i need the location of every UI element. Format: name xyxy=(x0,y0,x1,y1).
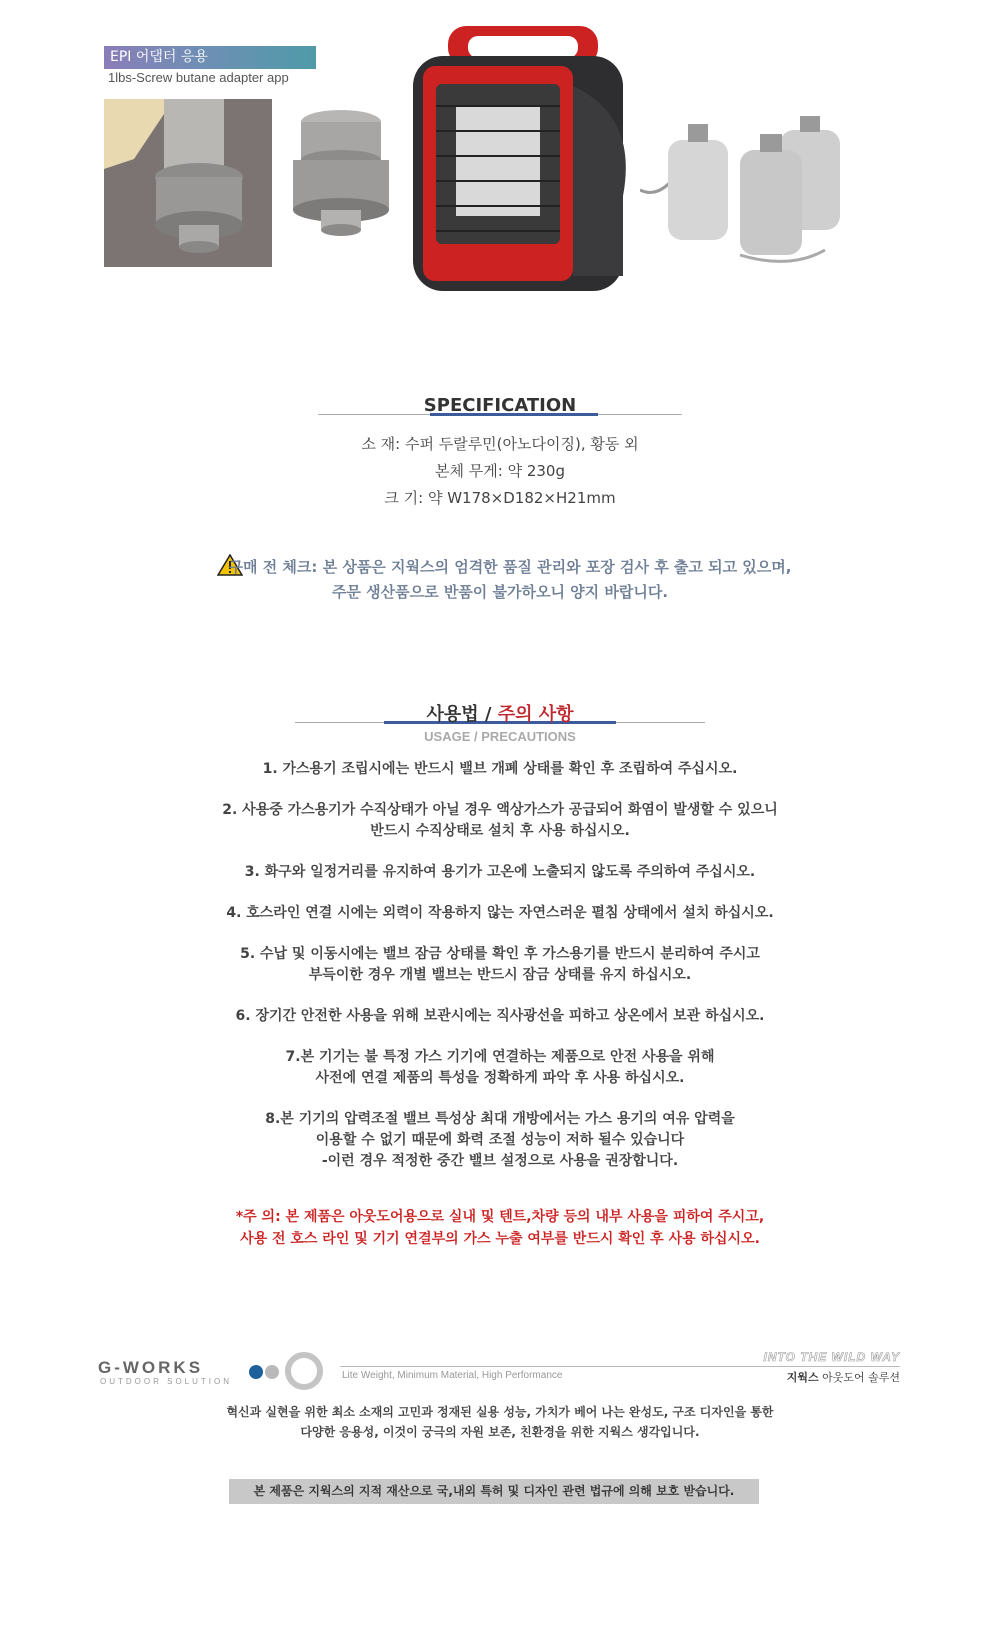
portable-heater-image xyxy=(408,26,668,291)
brand-korean xyxy=(787,1369,900,1385)
adapter-subtitle: 1lbs-Screw butane adapter app xyxy=(108,70,289,85)
epi-adapter-badge: EPI 어댑터 응용 xyxy=(104,46,316,69)
spec-material: 소 재: 수퍼 두랄루민(아노다이징), 황동 외 xyxy=(361,435,639,453)
spec-size: 크 기: 약 W178×D182×H21mm xyxy=(384,489,616,507)
gas-canisters-image xyxy=(640,110,890,270)
brand-descriptor: 아웃도어 솔루션 xyxy=(818,1371,900,1384)
spec-title: SPECIFICATION xyxy=(423,395,577,416)
footer-rule xyxy=(340,1366,900,1367)
usage-title-precautions: 주의 사항 xyxy=(497,704,574,725)
adapter-closeup-photo xyxy=(104,99,272,267)
usage-subtitle: USAGE / PRECAUTIONS xyxy=(424,729,576,744)
logo-dots-icon xyxy=(248,1352,328,1390)
usage-item-5: 5. 수납 및 이동시에는 밸브 잠금 상태를 확인 후 가스용기를 반드시 분리하여 주시고 부득이한 경우 개별 밸브는 반드시 잠금 상태를 유지 하십시오. xyxy=(240,946,760,983)
into-the-wild-way: INTO THE WILD WAY xyxy=(763,1350,900,1364)
brand-name: 지웍스 xyxy=(786,1371,819,1384)
usage-item-2: 2. 사용중 가스용기가 수직상태가 아닐 경우 액상가스가 공급되어 화염이 발생할 수 있으니 반드시 수직상태로 설치 후 사용 하십시오. xyxy=(222,802,778,839)
purchase-notice-line2: 주문 생산품으로 반품이 불가하오니 양지 바랍니다. xyxy=(331,583,669,601)
purchase-notice-line1: 구매 전 체크: 본 상품은 지웍스의 엄격한 품질 관리와 포장 검사 후 출고 되고 있으며, xyxy=(228,558,792,576)
usage-item-7: 7.본 기기는 불 특정 가스 기기에 연결하는 제품으로 안전 사용을 위해 사전에 연결 제품의 특성을 정확하게 파악 후 사용 하십시오. xyxy=(285,1049,715,1086)
screw-adapter-image xyxy=(285,108,397,238)
brand-philosophy: 혁신과 실현을 위한 최소 소재의 고민과 정재된 실용 성능, 가치가 베어 나는 완성도, 구조 디자인을 통한 다양한 응용성, 이것이 궁극의 자원 보존, 친환경을 위한 지웍스 생각입니다. xyxy=(226,1405,774,1439)
usage-title xyxy=(0,700,1000,726)
brand-tagline: Lite Weight, Minimum Material, High Performance xyxy=(342,1370,563,1381)
usage-item-1: 1. 가스용기 조립시에는 반드시 밸브 개폐 상태를 확인 후 조립하여 주십시오. xyxy=(262,761,738,777)
spec-weight: 본체 무게: 약 230g xyxy=(435,462,565,480)
gworks-logo: G-WORKS xyxy=(98,1358,204,1377)
usage-item-3: 3. 화구와 일정거리를 유지하여 용기가 고온에 노출되지 않도록 주의하여 주십시오. xyxy=(244,864,756,880)
gworks-logo-sub: OUTDOOR SOLUTION xyxy=(100,1377,233,1386)
usage-title-main: 사용법 / xyxy=(426,704,498,725)
usage-item-6: 6. 장기간 안전한 사용을 위해 보관시에는 직사광선을 피하고 상온에서 보관 하십시오. xyxy=(235,1008,765,1024)
indoor-use-caution: *주 의: 본 제품은 아웃도어용으로 실내 및 텐트,차량 등의 내부 사용을 피하여 주시고, 사용 전 호스 라인 및 기기 연결부의 가스 누출 여부를 반드시 확인 후 사용 하십시오. xyxy=(235,1209,765,1247)
usage-item-4: 4. 호스라인 연결 시에는 외력이 작용하지 않는 자연스러운 펼침 상태에서 설치 하십시오. xyxy=(226,905,774,921)
usage-item-8: 8.본 기기의 압력조절 밸브 특성상 최대 개방에서는 가스 용기의 여유 압력을 이용할 수 없기 때문에 화력 조절 성능이 저하 될수 있습니다 -이런 경우 적정한 중간 밸브 설정으로 사용을 권장합니다. xyxy=(265,1111,735,1169)
ip-notice-bar: 본 제품은 지웍스의 지적 재산으로 국,내외 특허 및 디자인 관련 법규에 의해 보호 받습니다. xyxy=(229,1479,759,1504)
